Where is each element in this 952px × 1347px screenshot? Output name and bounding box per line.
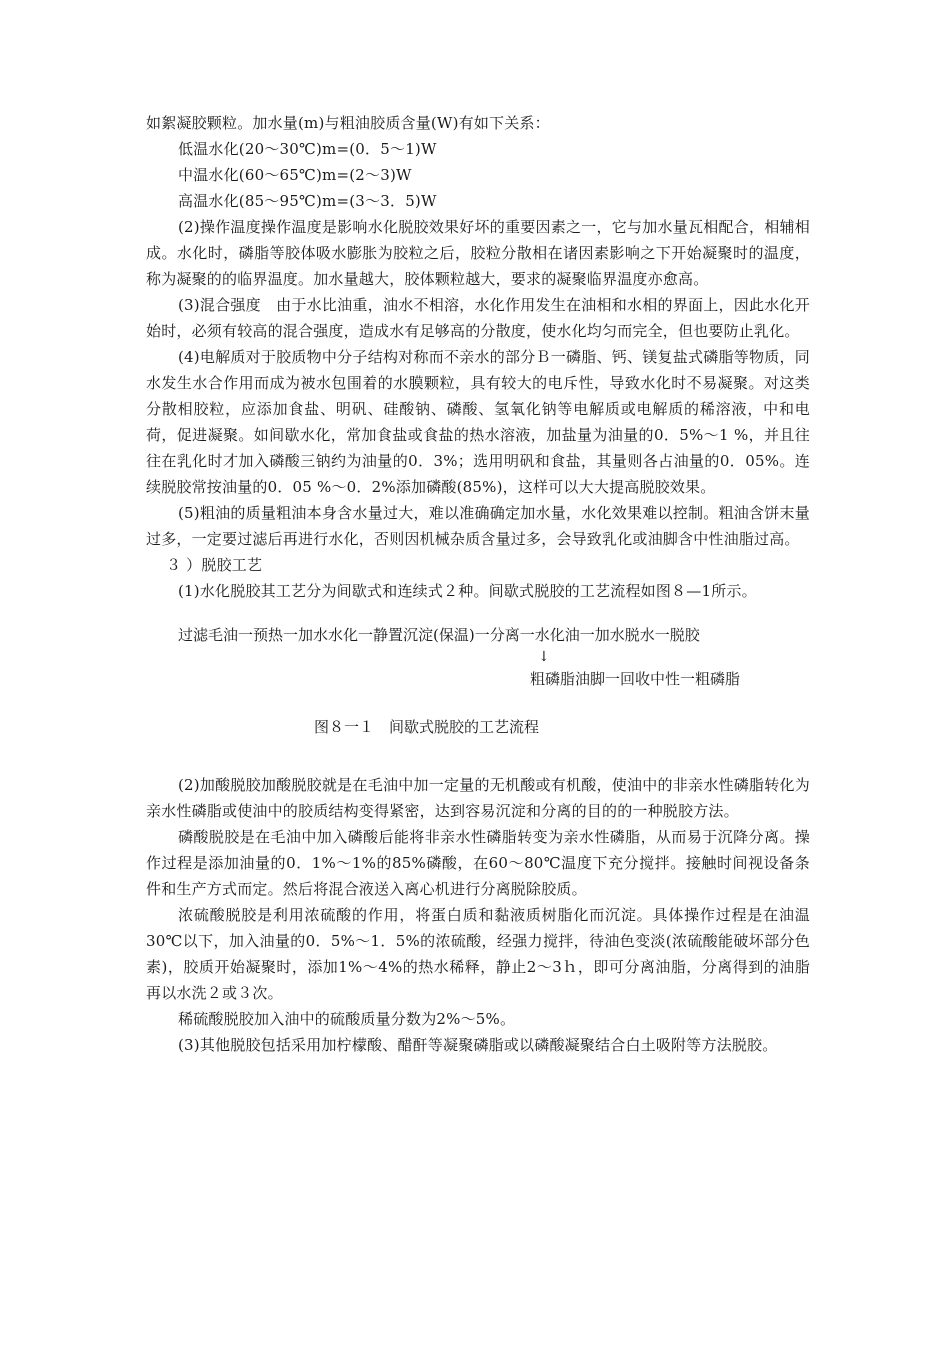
paragraph: 高温水化(85～95℃)m=(3～3．5)W [178, 192, 437, 210]
paragraph: (4)电解质对于胶质物中分子结构对称而不亲水的部分Ｂ一磷脂、钙、镁复盐式磷脂等物质，同水发生水合作用而成为被水包围着的水膜颗粒，具有较大的电斥性，导致水化时不易凝聚。对这类分散相胶粒，应添加食盐、明矾、硅酸钠、磷酸、氢氧化钠等电解质或电解质的稀溶液，中和电荷，促进凝聚。如间歇水化，常加食盐或食盐的热水溶液，加盐量为油量的0．5%～1 %，并且往往在乳化时才加入磷酸三钠约为油量的0．3%；选用明矾和食盐，其量则各占油量的0．05%。连续脱胶常按油量的0．05 %～0．2%添加磷酸(85%)，这样可以大大提高脱胶效果。 [146, 348, 810, 496]
paragraph: (2)加酸脱胶加酸脱胶就是在毛油中加一定量的无机酸或有机酸，使油中的非亲水性磷脂转化为亲水性磷脂或使油中的胶质结构变得紧密，达到容易沉淀和分离的目的的一种脱胶方法。 [146, 776, 810, 820]
flow-main-line: 过滤毛油一预热一加水水化一静置沉淀(保温)一分离一水化油一加水脱水一脱胶 [178, 626, 700, 644]
paragraph: 低温水化(20～30℃)m=(0．5～1)W [178, 140, 437, 158]
figure-caption: 图８一１ 间歇式脱胶的工艺流程 [314, 718, 540, 736]
paragraph: 浓硫酸脱胶是利用浓硫酸的作用，将蛋白质和黏液质树脂化而沉淀。具体操作过程是在油温30℃以下，加入油量的0．5%～1．5%的浓硫酸，经强力搅拌，待油色变淡(浓硫酸能破坏部分色素)，胶质开始凝聚时，添加1%～4%的热水稀释，静止2～3ｈ，即可分离油脂，分离得到的油脂再以水洗２或３次。 [146, 906, 810, 1002]
paragraph: (3)混合强度 由于水比油重，油水不相溶，水化作用发生在油相和水相的界面上，因此水化开始时，必须有较高的混合强度，造成水有足够高的分散度，使水化均匀而完全，但也要防止乳化。 [146, 296, 810, 340]
paragraph: (1)水化脱胶其工艺分为间歇式和连续式２种。间歇式脱胶的工艺流程如图８—1所示。 [178, 582, 757, 600]
text-block-top [146, 110, 810, 604]
text-block-bottom [146, 772, 810, 1058]
paragraph: (2)操作温度操作温度是影响水化脱胶效果好坏的重要因素之一，它与加水量瓦相配合，相辅相成。水化时，磷脂等胶体吸水膨胀为胶粒之后，胶粒分散相在诸因素影响之下开始凝聚时的温度，称为凝聚的的临界温度。加水量越大，胶体颗粒越大，要求的凝聚临界温度亦愈高。 [146, 218, 810, 288]
paragraph: 中温水化(60～65℃)m=(2～3)W [178, 166, 412, 184]
flow-branch-line: 粗磷脂油脚一回收中性一粗磷脂 [530, 670, 741, 688]
process-flow-diagram [146, 622, 810, 692]
paragraph: 稀硫酸脱胶加入油中的硫酸质量分数为2%～5%。 [178, 1010, 516, 1028]
down-arrow-icon: ↓ [538, 649, 550, 665]
paragraph: (3)其他脱胶包括采用加柠檬酸、醋酐等凝聚磷脂或以磷酸凝聚结合白土吸附等方法脱胶。 [178, 1036, 778, 1054]
document-body [146, 110, 810, 1058]
paragraph: ３ ）脱胶工艺 [166, 556, 263, 574]
paragraph: 如絮凝胶颗粒。加水量(m)与粗油胶质含量(W)有如下关系： [146, 114, 550, 132]
paragraph: 磷酸脱胶是在毛油中加入磷酸后能将非亲水性磷脂转变为亲水性磷脂，从而易于沉降分离。操作过程是添加油量的0．1%～1%的85%磷酸，在60～80℃温度下充分搅拌。接触时间视设备条件和生产方式而定。然后将混合液送入离心机进行分离脱除胶质。 [146, 828, 810, 898]
paragraph: (5)粗油的质量粗油本身含水量过大，难以准确确定加水量，水化效果难以控制。粗油含饼末量过多，一定要过滤后再进行水化，否则因机械杂质含量过多，会导致乳化或油脚含中性油脂过高。 [146, 504, 810, 548]
